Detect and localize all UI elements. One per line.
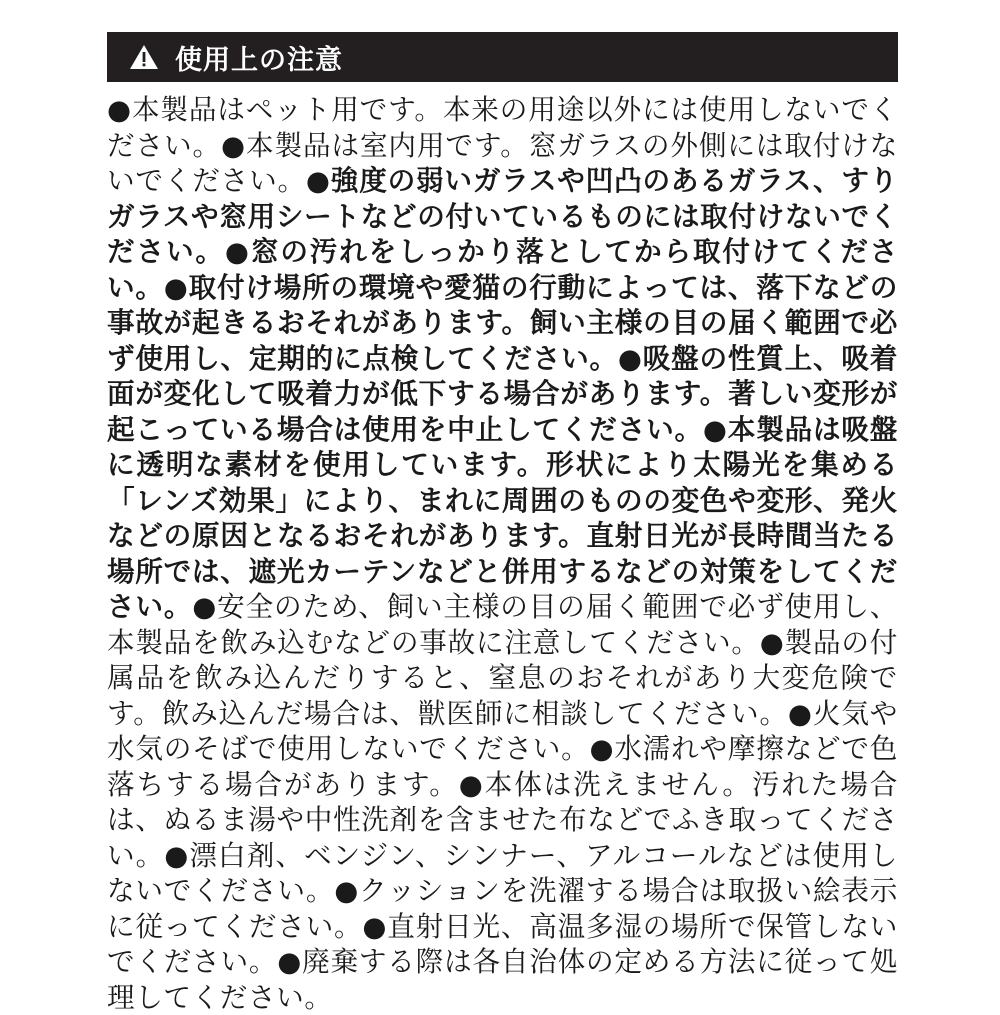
note-safety-and-care: ●安全のため、飼い主様の目の届く範囲で必ず使用し、本製品を飲み込むなどの事故に注意してください。●製品の付属品を飲み込んだりすると、窒息のおそれがあり大変危険です。飲み込んだ場合は、獣医師に相談してください。●火気や水気のそばで使用しないでください。●水濡れや摩擦などで色落ちする場合があります。●本体は洗えません。汚れた場合は、ぬるま湯や中性洗剤を含ませた布などでふき取ってください。●漂白剤、ベンジン、シンナー、アルコールなどは使用しないでください。●クッションを洗濯する場合は取扱い絵表示に従ってください。●直射日光、高温多湿の場所で保管しないでください。●廃棄する際は各自治体の定める方法に従って処理してください。 [107, 590, 898, 1014]
note-indoor-use: ●本製品は室内用です。窓ガラスの外側には取付けないでください。 [107, 128, 898, 197]
caution-body [107, 92, 898, 1015]
note-pet-use: ●本製品はペット用です。本来の用途以外には使用しないでください。 [107, 93, 898, 162]
note-glass-and-mounting: ●強度の弱いガラスや凹凸のあるガラス、すりガラスや窓用シートなどの付いているものには取付けないでください。●窓の汚れをしっかり落としてから取付けてください。●取付け場所の環境や愛猫の行動によっては、落下などの事故が起きるおそれがあります。飼い主様の目の届く範囲で必ず使用し、定期的に点検してください。●吸盤の性質上、吸着面が変化して吸着力が低下する場合があります。著しい変形が起こっている場合は使用を中止してください。●本製品は吸盤に透明な素材を使用しています。形状により太陽光を集める「レンズ効果」により、まれに周囲のものの変色や変形、発火などの原因となるおそれがあります。直射日光が長時間当たる場所では、遮光カーテンなどと併用するなどの対策をしてください。 [107, 164, 898, 623]
caution-header [107, 32, 898, 82]
caution-title: 使用上の注意 [175, 44, 343, 76]
warning-triangle-icon [129, 44, 159, 70]
